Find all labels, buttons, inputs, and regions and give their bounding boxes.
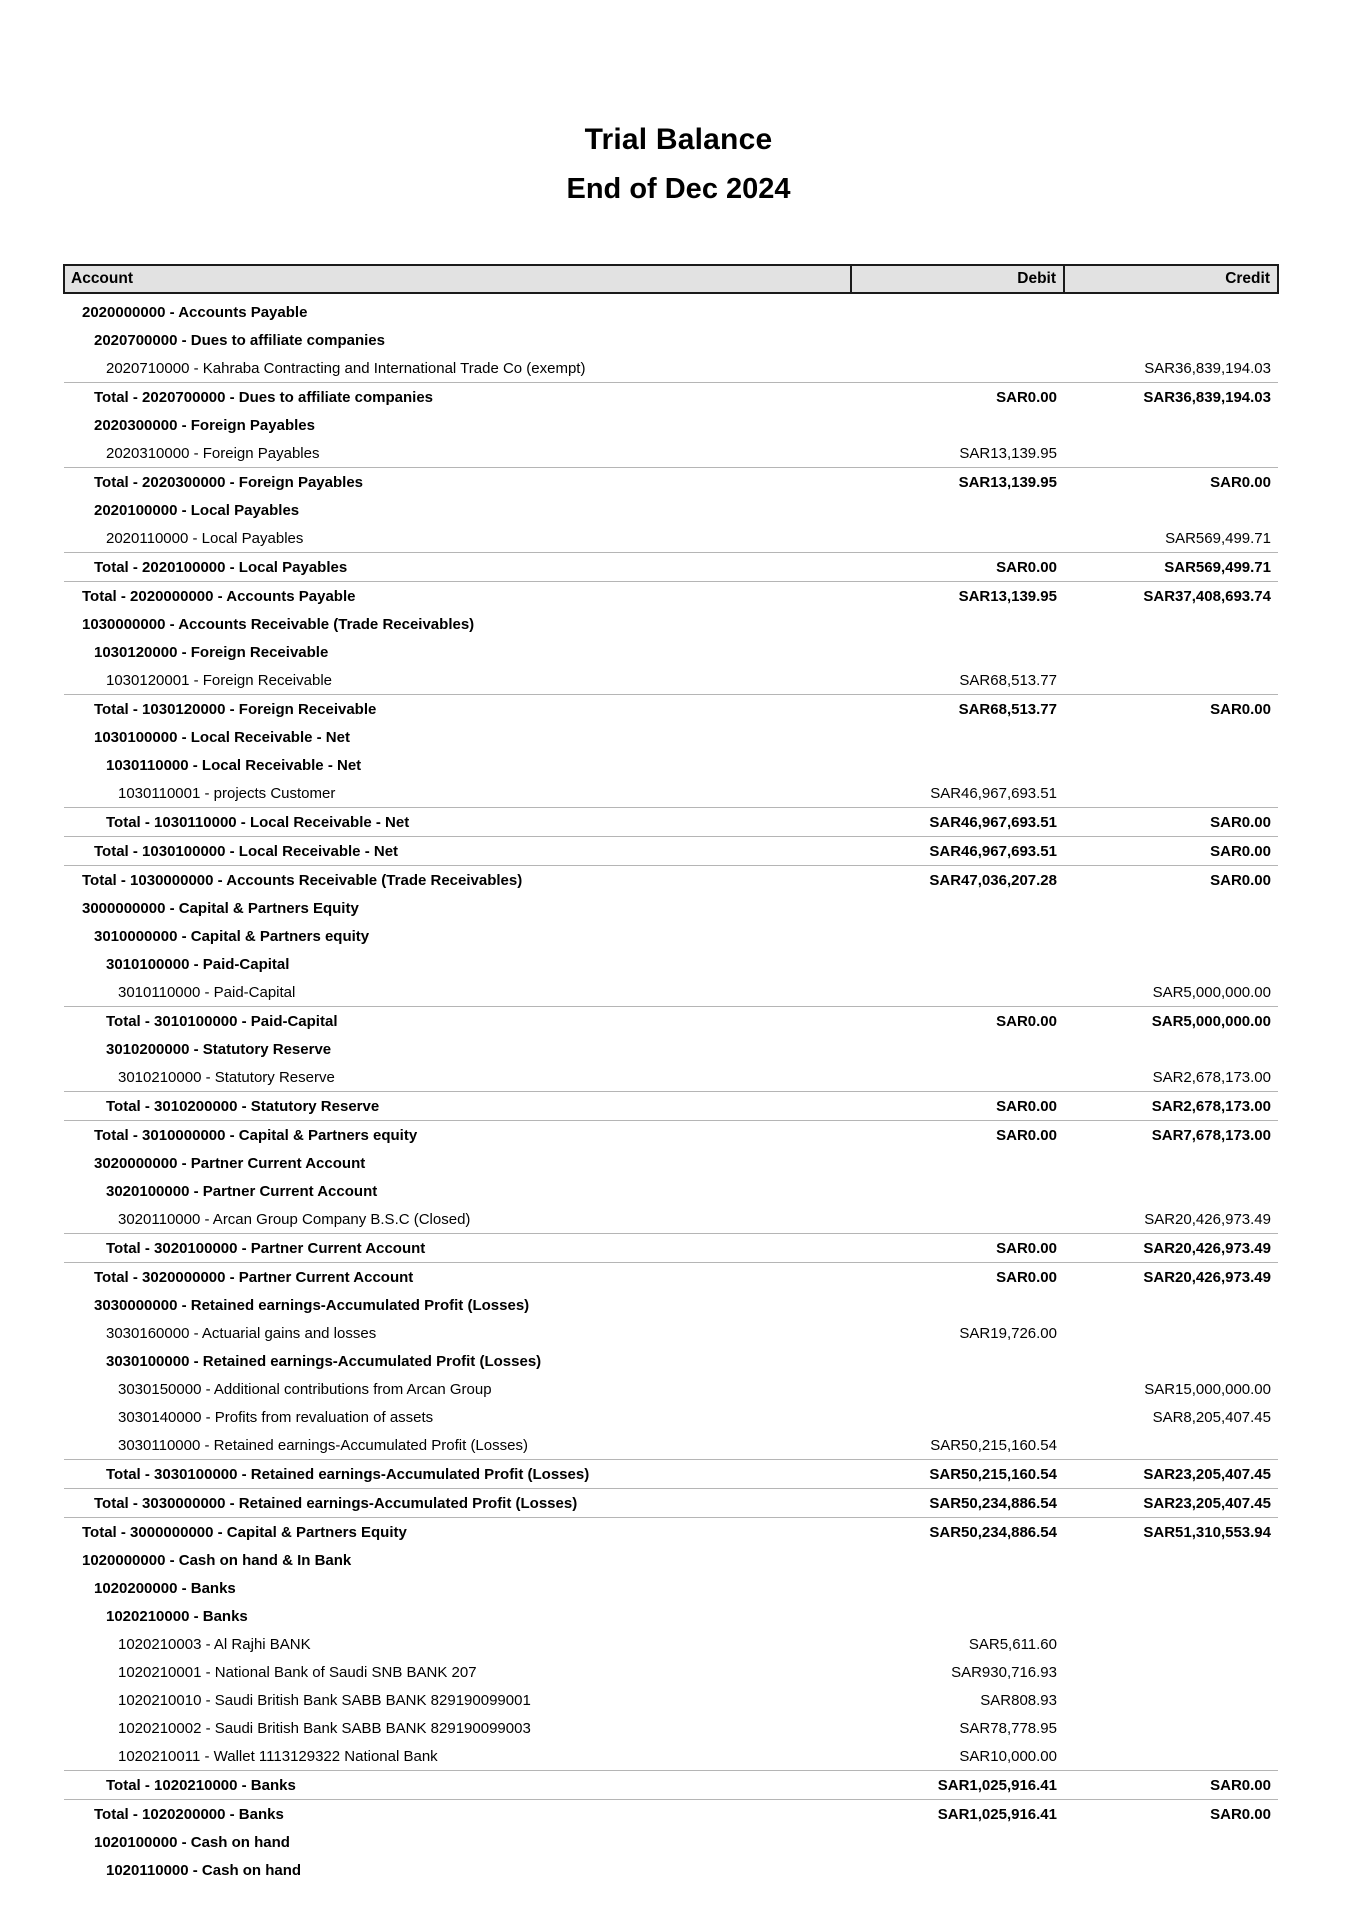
- account-row: [64, 922, 1278, 950]
- debit-amount: [851, 922, 1064, 950]
- debit-amount: SAR50,234,886.54: [851, 1518, 1064, 1547]
- account-cell: Total - 3030000000 - Retained earnings-Accumulated Profit (Losses): [64, 1489, 851, 1518]
- total-row: [64, 468, 1278, 497]
- account-row: [64, 666, 1278, 695]
- debit-amount: [851, 1177, 1064, 1205]
- account-row: [64, 1686, 1278, 1714]
- debit-amount: [851, 1403, 1064, 1431]
- debit-amount: SAR13,139.95: [851, 468, 1064, 497]
- total-row: [64, 1234, 1278, 1263]
- account-cell: Total - 1030110000 - Local Receivable - Net: [64, 808, 851, 837]
- debit-amount: [851, 751, 1064, 779]
- debit-amount: SAR0.00: [851, 1234, 1064, 1263]
- debit-amount: SAR1,025,916.41: [851, 1771, 1064, 1800]
- credit-amount: SAR7,678,173.00: [1064, 1121, 1278, 1150]
- total-row: [64, 695, 1278, 724]
- credit-amount: SAR0.00: [1064, 808, 1278, 837]
- credit-amount: SAR23,205,407.45: [1064, 1489, 1278, 1518]
- account-cell: 3030140000 - Profits from revaluation of assets: [118, 1408, 434, 1426]
- debit-amount: SAR19,726.00: [959, 1324, 1057, 1342]
- account-row: [64, 1431, 1278, 1460]
- credit-amount: SAR36,839,194.03: [1064, 383, 1278, 412]
- credit-amount: [1064, 1686, 1278, 1714]
- account-cell: Total - 3010200000 - Statutory Reserve: [64, 1092, 851, 1121]
- account-cell: Total - 1030100000 - Local Receivable - Net: [64, 837, 851, 866]
- account-row: [64, 1149, 1278, 1177]
- credit-amount: [1064, 610, 1278, 638]
- debit-amount: SAR0.00: [851, 383, 1064, 412]
- credit-amount: SAR0.00: [1064, 866, 1278, 895]
- debit-amount: SAR47,036,207.28: [851, 866, 1064, 895]
- table-header: [64, 265, 1278, 293]
- credit-amount: [1064, 1035, 1278, 1063]
- credit-amount: [1064, 751, 1278, 779]
- account-cell: Total - 3010000000 - Capital & Partners equity: [64, 1121, 851, 1150]
- account-row: [64, 1205, 1278, 1234]
- account-cell: 2020000000 - Accounts Payable: [82, 303, 308, 321]
- total-row: [64, 582, 1278, 611]
- total-row: [64, 1518, 1278, 1547]
- table-header-row: [64, 265, 1278, 293]
- account-cell: 2020700000 - Dues to affiliate companies: [94, 331, 385, 349]
- account-cell: 1020210003 - Al Rajhi BANK: [118, 1635, 311, 1653]
- account-cell: 3010100000 - Paid-Capital: [106, 955, 290, 973]
- debit-amount: SAR930,716.93: [951, 1663, 1057, 1681]
- credit-amount: [1064, 779, 1278, 808]
- debit-amount: [851, 950, 1064, 978]
- credit-amount: SAR5,000,000.00: [1152, 983, 1271, 1001]
- credit-amount: [1064, 1714, 1278, 1742]
- account-row: [64, 1063, 1278, 1092]
- debit-amount: [851, 1828, 1064, 1856]
- account-cell: 1020110000 - Cash on hand: [106, 1861, 302, 1879]
- account-cell: 3010000000 - Capital & Partners equity: [94, 927, 370, 945]
- account-cell: Total - 3000000000 - Capital & Partners Equity: [64, 1518, 851, 1547]
- debit-amount: [851, 1375, 1064, 1403]
- credit-amount: SAR569,499.71: [1165, 529, 1271, 547]
- credit-amount: [1064, 894, 1278, 922]
- account-cell: 1020210000 - Banks: [106, 1607, 248, 1625]
- account-cell: 1030120000 - Foreign Receivable: [94, 643, 329, 661]
- account-row: [64, 751, 1278, 779]
- account-row: [64, 1630, 1278, 1658]
- total-row: [64, 553, 1278, 582]
- credit-amount: SAR20,426,973.49: [1064, 1234, 1278, 1263]
- account-cell: 1020210011 - Wallet 1113129322 National Bank: [118, 1747, 438, 1765]
- debit-amount: SAR0.00: [851, 1092, 1064, 1121]
- debit-amount: [851, 894, 1064, 922]
- account-cell: 3020100000 - Partner Current Account: [106, 1182, 378, 1200]
- debit-amount: [851, 1602, 1064, 1630]
- debit-amount: SAR68,513.77: [959, 671, 1057, 689]
- account-row: [64, 1742, 1278, 1771]
- credit-amount: [1064, 723, 1278, 751]
- credit-amount: [1064, 496, 1278, 524]
- account-row: [64, 1319, 1278, 1347]
- credit-amount: SAR2,678,173.00: [1152, 1068, 1271, 1086]
- account-cell: Total - 2020700000 - Dues to affiliate companies: [64, 383, 851, 412]
- account-cell: Total - 3010100000 - Paid-Capital: [64, 1007, 851, 1036]
- debit-amount: SAR46,967,693.51: [930, 784, 1057, 802]
- credit-amount: SAR15,000,000.00: [1144, 1380, 1271, 1398]
- account-cell: 1020210001 - National Bank of Saudi SNB BANK 207: [118, 1663, 477, 1681]
- debit-amount: SAR10,000.00: [959, 1747, 1057, 1765]
- credit-amount: [1064, 1546, 1278, 1574]
- credit-amount: [1064, 950, 1278, 978]
- credit-amount: [1064, 1630, 1278, 1658]
- debit-amount: [851, 1063, 1064, 1092]
- credit-amount: [1064, 439, 1278, 468]
- account-cell: Total - 1020200000 - Banks: [64, 1800, 851, 1829]
- credit-amount: [1064, 1742, 1278, 1771]
- credit-amount: [1064, 1856, 1278, 1884]
- account-row: [64, 1714, 1278, 1742]
- account-row: [64, 1546, 1278, 1574]
- debit-amount: [851, 638, 1064, 666]
- account-row: [64, 411, 1278, 439]
- account-cell: 1030110000 - Local Receivable - Net: [106, 756, 362, 774]
- credit-amount: SAR0.00: [1064, 1771, 1278, 1800]
- account-cell: 1030000000 - Accounts Receivable (Trade Receivables): [82, 615, 475, 633]
- account-row: [64, 496, 1278, 524]
- credit-amount: [1064, 1828, 1278, 1856]
- debit-amount: SAR78,778.95: [959, 1719, 1057, 1737]
- debit-amount: [851, 978, 1064, 1007]
- debit-amount: SAR0.00: [851, 553, 1064, 582]
- credit-amount: [1064, 1431, 1278, 1460]
- credit-amount: [1064, 1602, 1278, 1630]
- credit-amount: [1064, 411, 1278, 439]
- credit-amount: SAR20,426,973.49: [1144, 1210, 1271, 1228]
- account-cell: 3010110000 - Paid-Capital: [118, 983, 296, 1001]
- column-header-credit: Credit: [1064, 265, 1278, 293]
- debit-amount: [851, 411, 1064, 439]
- credit-amount: [1064, 666, 1278, 695]
- account-cell: 2020710000 - Kahraba Contracting and International Trade Co (exempt): [106, 359, 586, 377]
- total-row: [64, 1771, 1278, 1800]
- debit-amount: SAR0.00: [851, 1121, 1064, 1150]
- total-row: [64, 1489, 1278, 1518]
- total-row: [64, 866, 1278, 895]
- column-header-account: Account: [64, 265, 851, 293]
- total-row: [64, 1007, 1278, 1036]
- account-cell: 1030100000 - Local Receivable - Net: [94, 728, 350, 746]
- account-cell: Total - 2020000000 - Accounts Payable: [64, 582, 851, 611]
- account-row: [64, 1828, 1278, 1856]
- credit-amount: [1064, 922, 1278, 950]
- report-period: End of Dec 2024: [566, 173, 791, 205]
- account-row: [64, 894, 1278, 922]
- credit-amount: SAR0.00: [1064, 837, 1278, 866]
- account-row: [64, 1602, 1278, 1630]
- account-cell: 1020200000 - Banks: [94, 1579, 236, 1597]
- debit-amount: [851, 524, 1064, 553]
- account-cell: Total - 3020100000 - Partner Current Account: [64, 1234, 851, 1263]
- credit-amount: [1064, 638, 1278, 666]
- account-cell: Total - 1030000000 - Accounts Receivable (Trade Receivables): [64, 866, 851, 895]
- account-row: [64, 610, 1278, 638]
- debit-amount: SAR1,025,916.41: [851, 1800, 1064, 1829]
- account-row: [64, 524, 1278, 553]
- debit-amount: SAR808.93: [980, 1691, 1057, 1709]
- credit-amount: SAR37,408,693.74: [1064, 582, 1278, 611]
- account-cell: 1020210002 - Saudi British Bank SABB BANK 829190099003: [118, 1719, 531, 1737]
- account-cell: 3030000000 - Retained earnings-Accumulated Profit (Losses): [94, 1296, 530, 1314]
- credit-amount: SAR0.00: [1064, 468, 1278, 497]
- debit-amount: [851, 723, 1064, 751]
- debit-amount: [851, 293, 1064, 326]
- account-row: [64, 950, 1278, 978]
- account-cell: 3020000000 - Partner Current Account: [94, 1154, 366, 1172]
- account-row: [64, 326, 1278, 354]
- debit-amount: [851, 326, 1064, 354]
- account-cell: Total - 2020100000 - Local Payables: [64, 553, 851, 582]
- credit-amount: SAR2,678,173.00: [1064, 1092, 1278, 1121]
- total-row: [64, 1460, 1278, 1489]
- account-cell: 3030100000 - Retained earnings-Accumulated Profit (Losses): [106, 1352, 542, 1370]
- account-row: [64, 1658, 1278, 1686]
- account-row: [64, 723, 1278, 751]
- account-row: [64, 1574, 1278, 1602]
- debit-amount: [851, 1574, 1064, 1602]
- account-cell: 3030110000 - Retained earnings-Accumulated Profit (Losses): [118, 1436, 528, 1454]
- total-row: [64, 1263, 1278, 1292]
- debit-amount: [851, 1856, 1064, 1884]
- total-row: [64, 837, 1278, 866]
- credit-amount: SAR0.00: [1064, 1800, 1278, 1829]
- account-cell: 2020110000 - Local Payables: [106, 529, 304, 547]
- debit-amount: SAR0.00: [851, 1007, 1064, 1036]
- account-cell: 2020100000 - Local Payables: [94, 501, 300, 519]
- account-cell: 2020310000 - Foreign Payables: [106, 444, 320, 462]
- account-row: [64, 638, 1278, 666]
- credit-amount: SAR20,426,973.49: [1064, 1263, 1278, 1292]
- account-cell: 1020100000 - Cash on hand: [94, 1833, 290, 1851]
- debit-amount: SAR0.00: [851, 1263, 1064, 1292]
- account-cell: Total - 1030120000 - Foreign Receivable: [64, 695, 851, 724]
- account-row: [64, 354, 1278, 383]
- debit-amount: SAR13,139.95: [851, 582, 1064, 611]
- account-row: [64, 293, 1278, 326]
- credit-amount: [1064, 1291, 1278, 1319]
- account-cell: 2020300000 - Foreign Payables: [94, 416, 315, 434]
- account-row: [64, 1035, 1278, 1063]
- credit-amount: SAR51,310,553.94: [1064, 1518, 1278, 1547]
- debit-amount: SAR5,611.60: [968, 1635, 1057, 1653]
- table-body: [64, 293, 1278, 1884]
- credit-amount: [1064, 1658, 1278, 1686]
- total-row: [64, 1121, 1278, 1150]
- account-row: [64, 779, 1278, 808]
- debit-amount: SAR68,513.77: [851, 695, 1064, 724]
- credit-amount: SAR569,499.71: [1064, 553, 1278, 582]
- account-cell: 3000000000 - Capital & Partners Equity: [82, 899, 359, 917]
- account-cell: 1020210010 - Saudi British Bank SABB BANK 829190099001: [118, 1691, 531, 1709]
- column-header-debit: Debit: [851, 265, 1064, 293]
- debit-amount: [851, 1291, 1064, 1319]
- credit-amount: [1064, 293, 1278, 326]
- credit-amount: [1064, 326, 1278, 354]
- credit-amount: [1064, 1149, 1278, 1177]
- trial-balance-table: [63, 264, 1279, 1884]
- total-row: [64, 1092, 1278, 1121]
- account-row: [64, 439, 1278, 468]
- account-cell: 1030110001 - projects Customer: [118, 784, 336, 802]
- debit-amount: [851, 1035, 1064, 1063]
- credit-amount: [1064, 1574, 1278, 1602]
- account-row: [64, 1403, 1278, 1431]
- account-row: [64, 1177, 1278, 1205]
- total-row: [64, 1800, 1278, 1829]
- credit-amount: [1064, 1347, 1278, 1375]
- account-cell: Total - 3030100000 - Retained earnings-Accumulated Profit (Losses): [64, 1460, 851, 1489]
- account-row: [64, 978, 1278, 1007]
- debit-amount: [851, 1546, 1064, 1574]
- credit-amount: SAR8,205,407.45: [1152, 1408, 1271, 1426]
- trial-balance-table-container: [63, 264, 1277, 1884]
- account-cell: 1030120001 - Foreign Receivable: [106, 671, 332, 689]
- account-row: [64, 1375, 1278, 1403]
- debit-amount: SAR46,967,693.51: [851, 808, 1064, 837]
- debit-amount: [851, 1205, 1064, 1234]
- total-row: [64, 383, 1278, 412]
- total-row: [64, 808, 1278, 837]
- report-header: [0, 0, 1357, 206]
- debit-amount: [851, 496, 1064, 524]
- account-row: [64, 1347, 1278, 1375]
- debit-amount: [851, 1347, 1064, 1375]
- debit-amount: [851, 610, 1064, 638]
- credit-amount: SAR36,839,194.03: [1144, 359, 1271, 377]
- credit-amount: [1064, 1319, 1278, 1347]
- debit-amount: SAR46,967,693.51: [851, 837, 1064, 866]
- credit-amount: SAR5,000,000.00: [1064, 1007, 1278, 1036]
- account-cell: Total - 3020000000 - Partner Current Account: [64, 1263, 851, 1292]
- account-row: [64, 1856, 1278, 1884]
- credit-amount: SAR0.00: [1064, 695, 1278, 724]
- debit-amount: [851, 1149, 1064, 1177]
- account-cell: Total - 1020210000 - Banks: [64, 1771, 851, 1800]
- account-cell: Total - 2020300000 - Foreign Payables: [64, 468, 851, 497]
- debit-amount: SAR50,215,160.54: [851, 1460, 1064, 1489]
- debit-amount: [851, 354, 1064, 383]
- account-cell: 3030150000 - Additional contributions from Arcan Group: [118, 1380, 492, 1398]
- debit-amount: SAR50,215,160.54: [930, 1436, 1057, 1454]
- account-row: [64, 1291, 1278, 1319]
- account-cell: 3010210000 - Statutory Reserve: [118, 1068, 335, 1086]
- debit-amount: SAR13,139.95: [959, 444, 1057, 462]
- account-cell: 3010200000 - Statutory Reserve: [106, 1040, 332, 1058]
- credit-amount: SAR23,205,407.45: [1064, 1460, 1278, 1489]
- credit-amount: [1064, 1177, 1278, 1205]
- debit-amount: SAR50,234,886.54: [851, 1489, 1064, 1518]
- page-title: Trial Balance: [584, 123, 773, 156]
- account-cell: 3030160000 - Actuarial gains and losses: [106, 1324, 377, 1342]
- account-cell: 1020000000 - Cash on hand & In Bank: [82, 1551, 352, 1569]
- account-cell: 3020110000 - Arcan Group Company B.S.C (Closed): [118, 1210, 471, 1228]
